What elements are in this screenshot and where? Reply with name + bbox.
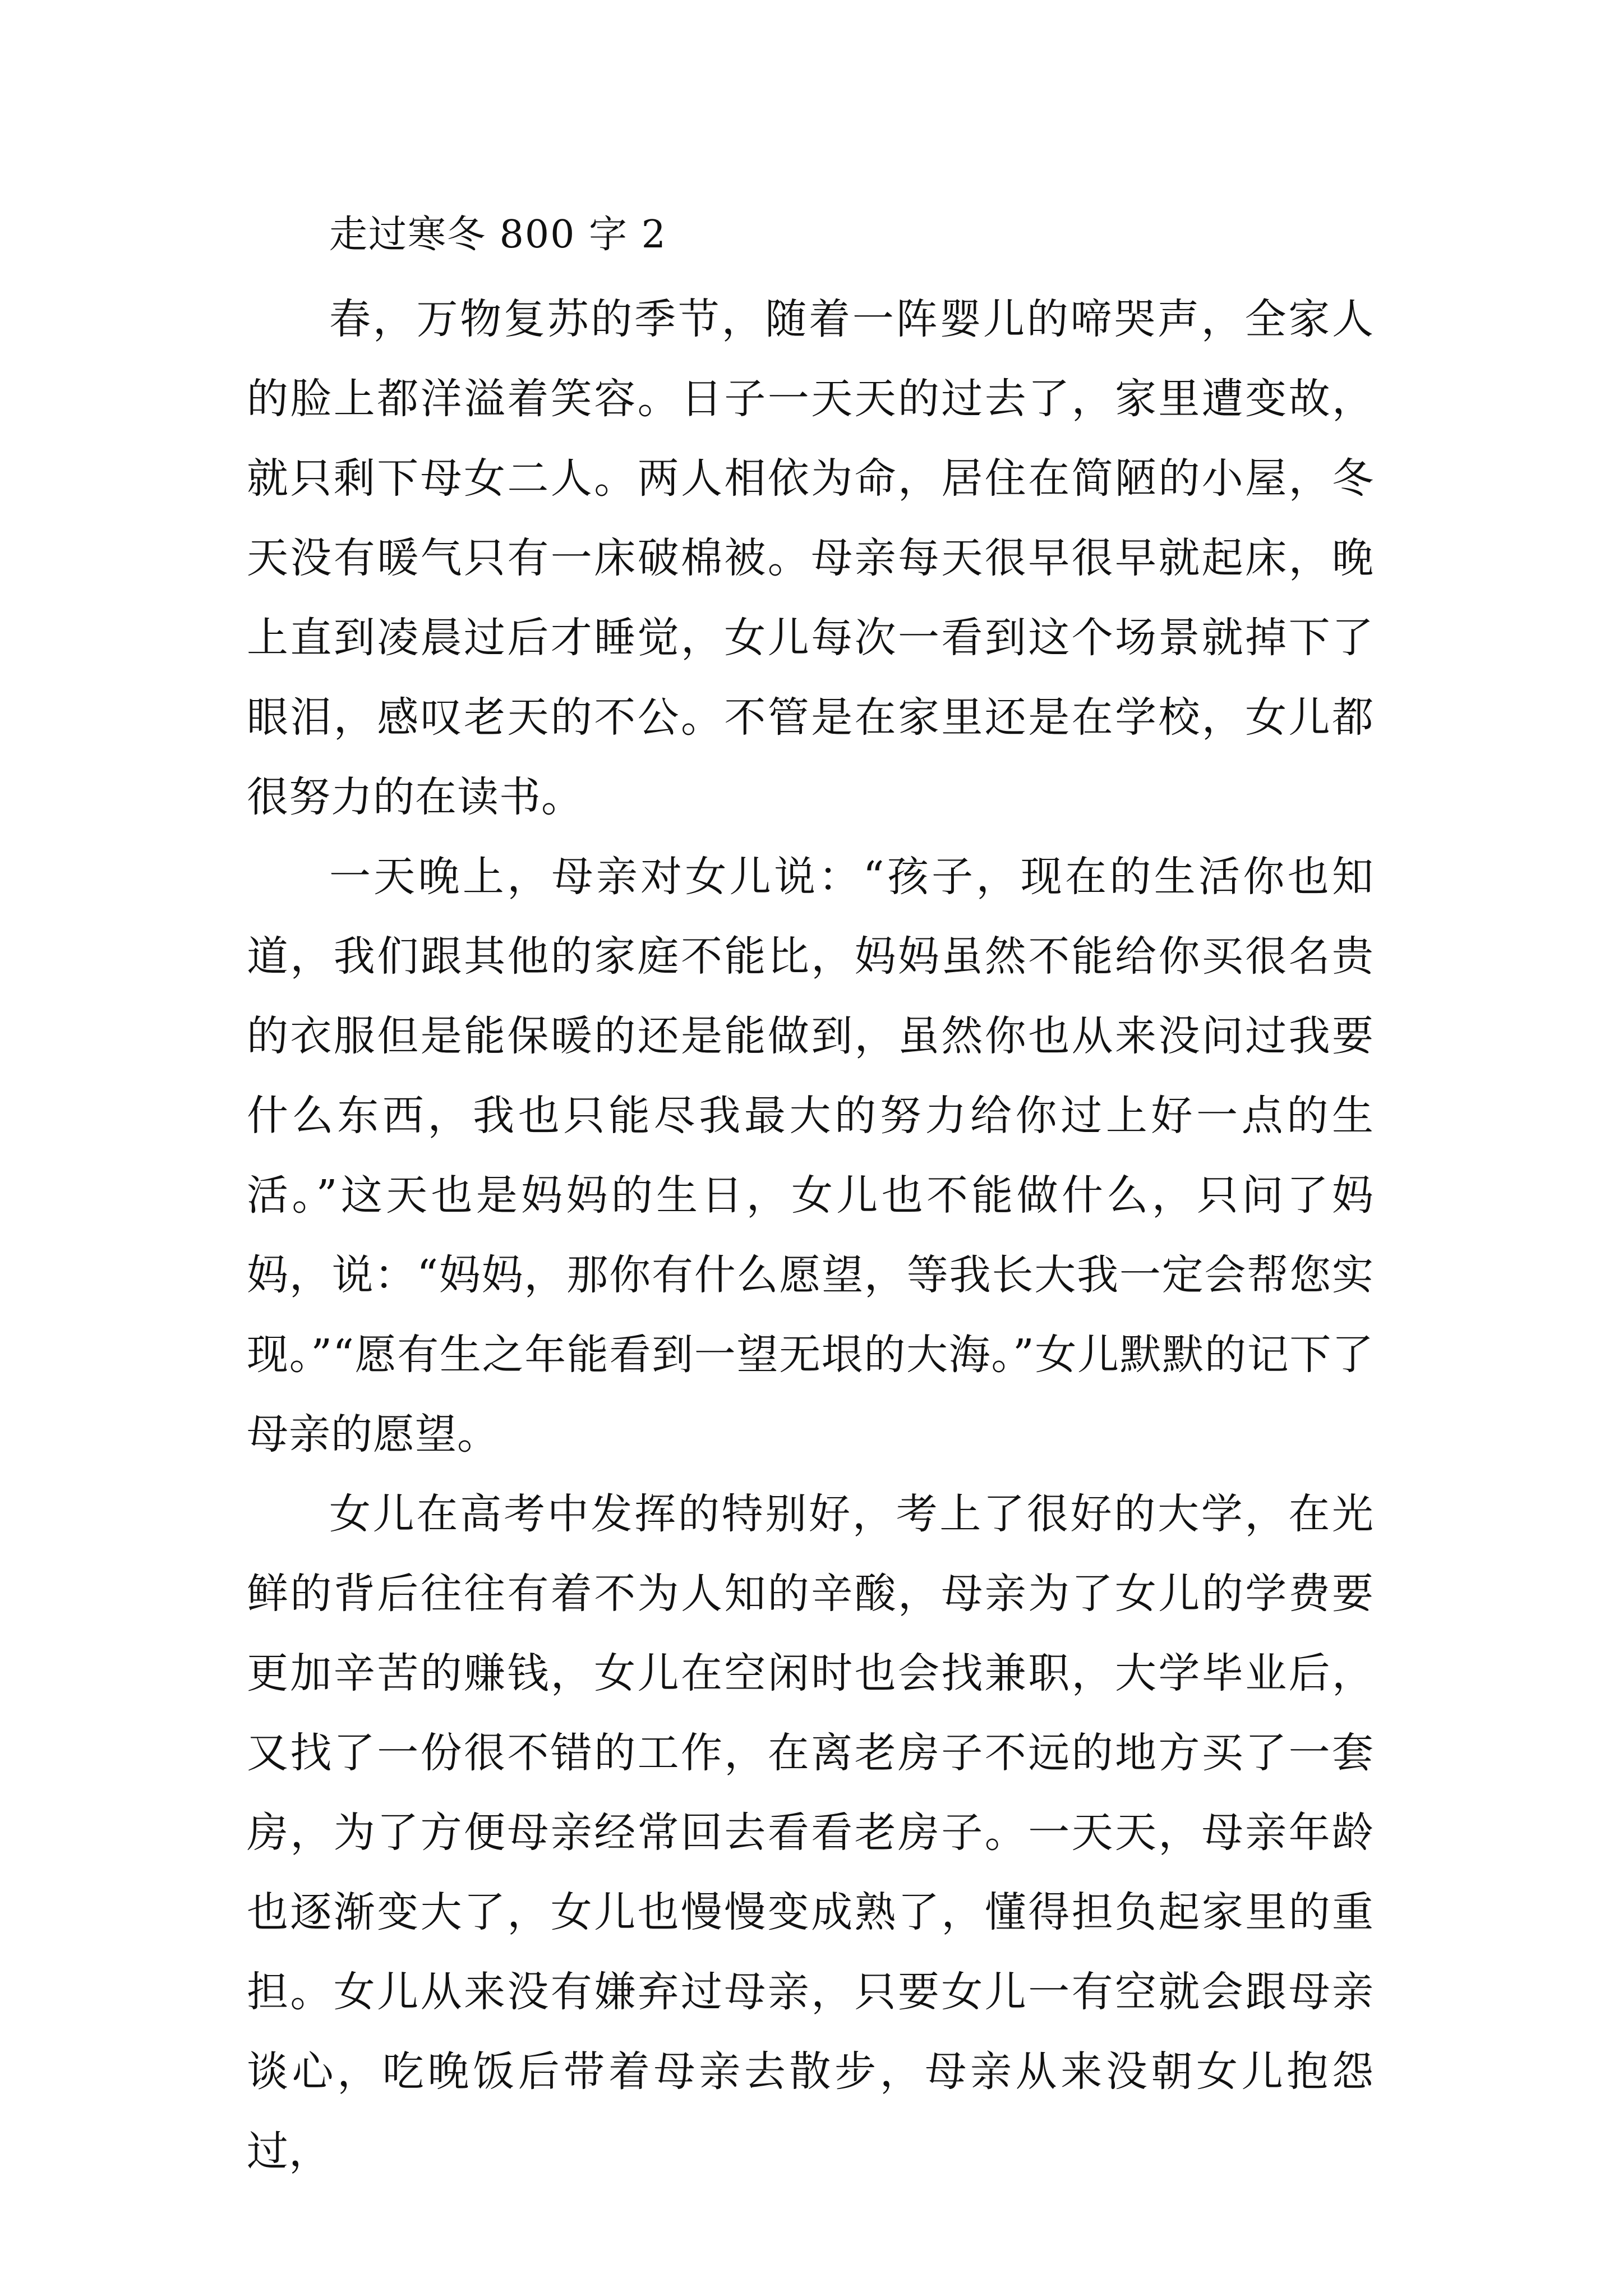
document-title: 走过寒冬 800 字 2: [329, 213, 667, 257]
paragraph-1: 春，万物复苏的季节，随着一阵婴儿的啼哭声，全家人的脸上都洋溢着笑容。日子一天天的过去了，家里遭变故，就只剩下母女二人。两人相依为命，居住在简陋的小屋，冬天没有暖气只有一床破棉被。母亲每天很早很早就起床，晚上直到凌晨过后才睡觉，女儿每次一看到这个场景就掉下了眼泪，感叹老天的不公。不管是在家里还是在学校，女儿都很努力的在读书。: [247, 295, 1374, 821]
document-page: [247, 212, 1374, 2191]
paragraph-2: 一天晚上，母亲对女儿说：“孩子，现在的生活你也知道，我们跟其他的家庭不能比，妈妈虽然不能给你买很名贵的衣服但是能保暖的还是能做到，虽然你也从来没问过我要什么东西，我也只能尽我最大的努力给你过上好一点的生活。”这天也是妈妈的生日，女儿也不能做什么，只问了妈妈，说：“妈妈，那你有什么愿望，等我长大我一定会帮您实现。”“愿有生之年能看到一望无垠的大海。”女儿默默的记下了母亲的愿望。: [247, 852, 1374, 1458]
paragraph-3: 女儿在高考中发挥的特别好，考上了很好的大学，在光鲜的背后往往有着不为人知的辛酸，母亲为了女儿的学费要更加辛苦的赚钱，女儿在空闲时也会找兼职，大学毕业后，又找了一份很不错的工作，在离老房子不远的地方买了一套房，为了方便母亲经常回去看看老房子。一天天，母亲年龄也逐渐变大了，女儿也慢慢变成熟了，懂得担负起家里的重担。女儿从来没有嫌弃过母亲，只要女儿一有空就会跟母亲谈心，吃晚饭后带着母亲去散步，母亲从来没朝女儿抱怨过，: [247, 1489, 1374, 2175]
